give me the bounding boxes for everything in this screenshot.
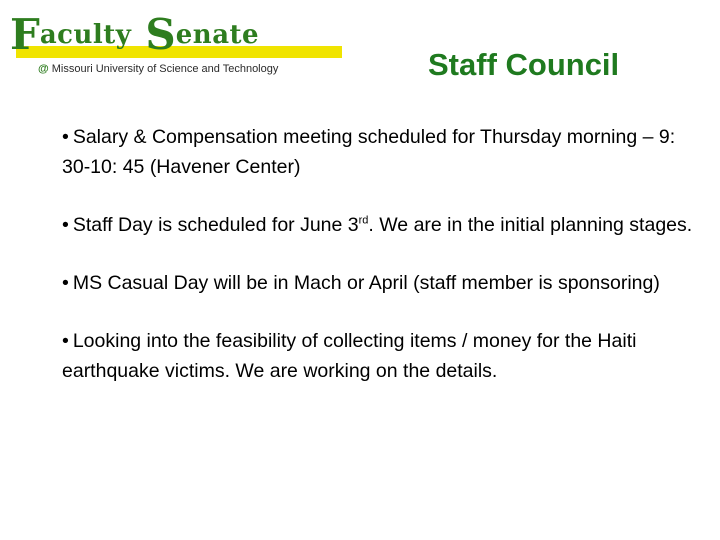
bullet-dot-icon: • [62,330,69,352]
bullet-text-continued: . We are in the initial planning stages. [368,214,693,236]
ordinal-superscript: rd [358,214,369,227]
bullet-text: Salary & Compensation meeting scheduled for Thursday morning – 9: 30-10: 45 (Havener Center) [62,126,676,178]
logo-cap-f: F [10,10,40,59]
logo-subtitle [38,64,278,75]
page-title: Staff Council [428,47,620,82]
bullet-text: MS Casual Day will be in Mach or April (staff member is sponsoring) [72,272,660,294]
logo-word-aculty: aculty [39,20,132,50]
bullet-list [62,122,702,414]
bullet-item [62,122,702,182]
bullet-item [62,210,702,240]
bullet-text: Looking into the feasibility of collecting items / money for the Haiti earthquake victims. We are working on the details. [62,330,637,382]
bullet-dot-icon: • [62,214,69,236]
logo-word-enate: enate [175,20,260,50]
bullet-dot-icon: • [62,272,69,294]
logo-subtitle-text: Missouri University of Science and Technology [51,63,279,75]
bullet-text: Staff Day is scheduled for June 3 [72,214,359,236]
bullet-item [62,326,702,386]
logo-cap-s: S [145,10,176,59]
bullet-item [62,268,702,298]
bullet-dot-icon: • [62,126,69,148]
faculty-senate-logo [10,8,340,78]
logo-title [10,8,260,59]
at-symbol-icon: @ [38,63,49,75]
